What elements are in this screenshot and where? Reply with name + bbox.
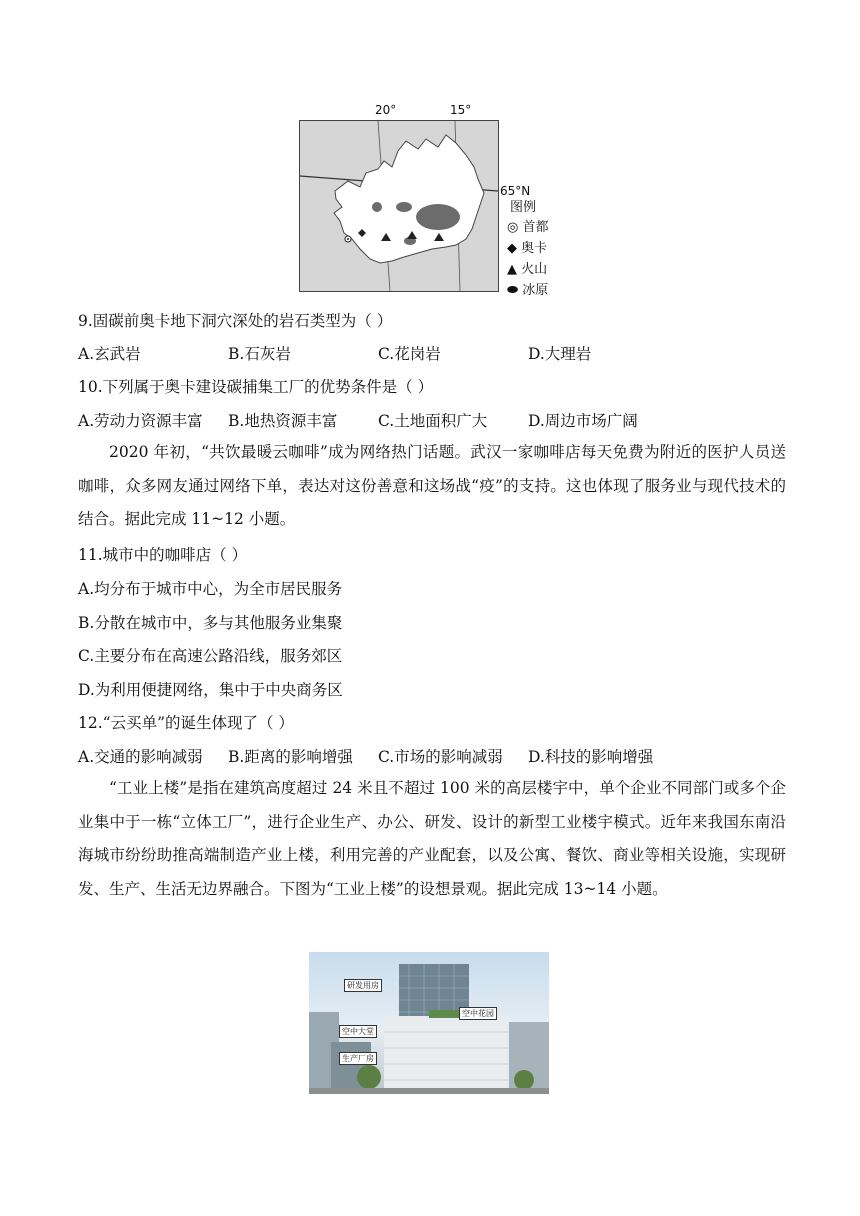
q9-option-b: B.石灰岩 (228, 345, 291, 363)
map-graphic (300, 121, 498, 291)
question-9-options (78, 344, 591, 364)
q11-option-d: D.为利用便捷网络，集中于中央商务区 (78, 681, 343, 699)
label-rd-building: 研发用房 (344, 979, 382, 992)
q9-option-d: D.大理岩 (528, 345, 592, 363)
q11-option-c: C.主要分布在高速公路沿线，服务郊区 (78, 647, 343, 665)
ellipse-icon: ⬬ (507, 283, 519, 298)
legend-item-volcano: ▲ 火山 (507, 262, 548, 277)
q12-option-a: A.交通的影响减弱 (78, 748, 203, 766)
legend-title: 图例 (510, 200, 537, 215)
iceland-map (299, 120, 499, 292)
passage-coffee: 2020 年初，“共饮最暖云咖啡”成为网络热门话题。武汉一家咖啡店每天免费为附近的医护人员送咖啡，众多网友通过网络下单，表达对这份善意和这场战“疫”的支持。这也体现了服务业与现代技术的结合。据此完成 11~12 小题。 (78, 443, 786, 528)
question-12-options (78, 747, 653, 767)
legend-item-orca: ◆ 奥卡 (507, 241, 548, 256)
longitude-label-15: 15° (450, 103, 472, 117)
question-10-stem: 10.下列属于奥卡建设碳捕集工厂的优势条件是（ ） (78, 378, 434, 396)
glacier-hofsjokull (372, 202, 382, 212)
label-sky-garden: 空中花园 (459, 1007, 497, 1020)
glacier-langjokull (396, 202, 412, 212)
question-12-stem: 12.“云买单”的诞生体现了（ ） (78, 714, 294, 732)
q12-option-b: B.距离的影响增强 (228, 748, 353, 766)
q10-option-a: A.劳动力资源丰富 (78, 412, 203, 430)
q9-option-a: A.玄武岩 (78, 345, 141, 363)
industrial-building-photo (309, 952, 549, 1094)
q12-option-c: C.市场的影响减弱 (378, 748, 503, 766)
glacier-vatnajokull (416, 204, 460, 230)
question-11-stem: 11.城市中的咖啡店（ ） (78, 546, 248, 564)
diamond-icon: ◆ (507, 241, 517, 256)
legend-item-capital: ◎ 首都 (507, 220, 549, 235)
passage-industry-upstairs: “工业上楼”是指在建筑高度超过 24 米且不超过 100 米的高层楼宇中，单个企业不同部门或多个企业集中于一栋“立体工厂”，进行企业生产、办公、研发、设计的新型工业楼宇模式。近年来我国东南沿海城市纷纷助推高端制造产业上楼，利用完善的产业配套，以及公寓、餐饮、商业等相关设施，实现研发、生产、生活无边界融合。下图为“工业上楼”的设想景观。据此完成 13~14 小题。 (78, 779, 786, 898)
legend-item-glacier: ⬬ 冰原 (507, 283, 549, 298)
q11-option-a: A.均分布于城市中心，为全市居民服务 (78, 580, 343, 598)
longitude-label-20: 20° (375, 103, 397, 117)
capital-icon: ◎ (507, 220, 519, 235)
q10-option-c: C.土地面积广大 (378, 412, 488, 430)
factory-podium (384, 1016, 509, 1094)
label-sky-lobby: 空中大堂 (339, 1025, 377, 1038)
question-10-options (78, 411, 638, 431)
q12-option-d: D.科技的影响增强 (528, 748, 654, 766)
label-factory: 生产厂房 (339, 1052, 377, 1065)
q11-option-b: B.分散在城市中，多与其他服务业集聚 (78, 614, 343, 632)
q10-option-d: D.周边市场广阔 (528, 412, 638, 430)
triangle-icon: ▲ (507, 262, 517, 277)
latitude-label: 65°N (500, 184, 531, 198)
q10-option-b: B.地热资源丰富 (228, 412, 338, 430)
building-illustration (309, 952, 549, 1094)
q9-option-c: C.花岗岩 (378, 345, 441, 363)
question-9-stem: 9.固碳前奥卡地下洞穴深处的岩石类型为（ ） (78, 312, 393, 330)
